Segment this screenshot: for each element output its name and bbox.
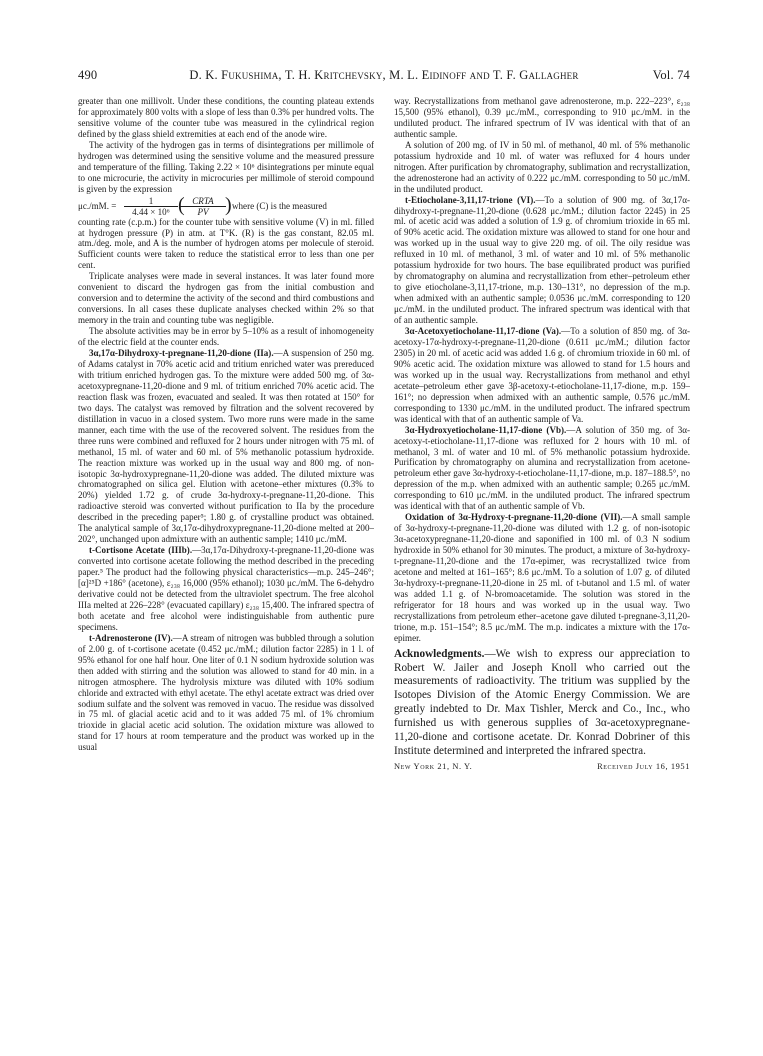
paragraph-body: —A solution of 350 mg. of 3α-acetoxy-t-etiocholane-11,17-dione was refluxed for 2 hours with 10 ml. of methanol, 3 ml. of water and 10 ml. of 5% methanolic potassium hydroxide. Purification by chromatography on alumina and recrystallization from acetone-petroleum ether gave 3α-hydroxy-t-etiocholane-11,17-dione, m.p. 187–188.5°, no depression of the m.p. when admixed with an authentic sample; 0.265 μc./mM. corresponding to 610 μc./mM. in the undiluted product. The infrared spectrum was identical with that of an authentic sample of Vb.	[394, 424, 690, 512]
formula-open-paren: (	[178, 193, 185, 216]
experimental-paragraph	[78, 633, 374, 753]
paragraph-body: —A suspension of 250 mg. of Adams catalyst in 70% acetic acid and tritium enriched water was prereduced with tritium enriched hydrogen gas. To the mixture were added 500 mg. of 3α-acetoxypregnane-11,20-dione and 9 ml. of tritium enriched 70% acetic acid. The reaction flask was frozen, evacuated and sealed. It was then rotated at 150° for two days. The catalyst was removed by filtration and the solvent recovered by distillation in vacuo in a closed system. Two more runs were made in the same manner, each time with the use of the recovered solvent. The residues from the three runs were combined and refluxed for 2 hours under nitrogen with 75 ml. of methanol, 15 ml. of water and 60 ml. of 5% methanolic potassium hydroxide. The reaction mixture was worked up in the usual way and 800 mg. of non-isotopic 3α-hydroxypregnane-11,20-dione was added. The diluted mixture was chromatographed on silica gel. Elution with acetone–ether mixtures (0.3% to 20%) yielded 1.72 g. of crude 3α-hydroxy-t-pregnane-11,20-dione. This radioactive steroid was converted without purification to IIa by the procedure described in the preceding paper⁵; 1.80 g. of crystalline product was obtained. The analytical sample of 3α,17α-dihydroxypregnane-11,20-dione melted at 200–202°, unchanged upon admixture with an authentic sample; 1410 μc./mM.	[78, 348, 374, 545]
footer-line	[394, 761, 690, 772]
paragraph-body: —A small sample of 3α-hydroxy-t-pregnane-11,20-dione was diluted with 1.2 g. of non-isotopic 3α-acetoxypregnane-11,20-dione and saponified in 100 ml. of 0.3 N sodium hydroxide in 50% ethanol for 30 minutes. The product, a mixture of 3α-hydroxy-t-pregnane-11,20-dione and the 17α-epimer, was recrystallized twice from acetone and melted at 161–165°; 8.6 μc./mM. To a solution of 1.07 g. of diluted 3α-hydroxy-t-pregnane-11,20-dione in 25 ml. of t-butanol and 1.5 ml. of water was added 1.1 g. of N-bromoacetamide. The solution was stored in the refrigerator for 18 hours and was worked up in the usual way. Two recrystallizations from petroleum ether–acetone gave diluted t-pregnane-3,11,20-trione, m.p. 151–154°; 8.5 μc./mM. The m.p. indicates a mixture with the 17α-epimer.	[394, 512, 690, 643]
paragraph: Triplicate analyses were made in several instances. It was later found more convenient to discard the hydrogen gas from the initial combustion and conversion and to determine the activity of the second and third combustions and conversions. In all cases these duplicate analyses checked within 2% so that memory in the train and counting tube was negligible.	[78, 271, 374, 326]
section-run-in-heading: 3α-Hydroxyetiocholane-11,17-dione (Vb).	[405, 424, 567, 435]
paragraph: The activity of the hydrogen gas in terms of disintegrations per millimole of hydrogen was determined using the sensitive volume and the measured pressure and temperature of the filling. Taking 2.22 × 10⁶ disintegrations per minute equal to one microcurie, the activity in microcuries per millimole of steroid compound is given by the expression	[78, 139, 374, 194]
activity-formula	[78, 193, 374, 217]
acknowledgments-heading: Acknowledgments.	[394, 647, 485, 660]
running-head	[78, 66, 690, 84]
experimental-paragraph	[78, 348, 374, 545]
paragraph: counting rate (c.p.m.) for the counter tube with sensitive volume (V) in ml. filled at hydrogen pressure (P) in atm. at T°K. (R) is the gas constant, 82.05 ml. atm./deg. mole, and A is the number of hydrogen atoms per molecule of steroid. Sufficient counts were taken to reduce the statistical error to less than one per cent.	[78, 216, 374, 271]
acknowledgments-paragraph	[394, 648, 690, 759]
experimental-paragraph	[394, 425, 690, 513]
paragraph-body: —A stream of nitrogen was bubbled through a solution of 2.00 g. of t-cortisone acetate (0.452 μc./mM.; dilution factor 2285) in 1 l. of 95% ethanol for one half hour. One liter of 0.1 N sodium hydroxide solution was then added with stirring and the solution was allowed to stand for 40 min. in a nitrogen atmosphere. The hydrolysis mixture was diluted with 10% sodium chloride and extracted with ethyl acetate. The ethyl acetate extract was dried over sodium sulfate and the solvent was removed in vacuo. The residue was dissolved in 75 ml. of glacial acetic acid and to it was added 75 ml. of 1% chromium trioxide in glacial acetic acid solution. The oxidation mixture was allowed to stand for 17 hours at room temperature and the product was worked up in the usual	[78, 632, 374, 753]
experimental-paragraph	[394, 195, 690, 326]
section-run-in-heading: 3α,17α-Dihydroxy-t-pregnane-11,20-dione (IIa).	[89, 348, 274, 359]
section-run-in-heading: t-Etiocholane-3,11,17-trione (VI).	[405, 194, 536, 205]
paragraph-body: —3α,17α-Dihydroxy-t-pregnane-11,20-dione was converted into cortisone acetate following the method described in the preceding paper.⁵ The product had the following physical characteristics—m.p. 245–246°; [α]²⁵D +186° (acetone), ε₂₃₈ 16,000 (95% ethanol); 1030 μc./mM. The 6-dehydro derivative could not be detected from the ultraviolet spectrum. The free alcohol IIIa melted at 226–228° (evacuated capillary) ε₂₃₈ 15,400. The infrared spectra of both acetate and free alcohol were indistinguishable from authentic pure specimens.	[78, 545, 374, 632]
formula-paren-fraction	[178, 193, 226, 217]
section-run-in-heading: t-Cortisone Acetate (IIIb).	[89, 545, 193, 556]
paragraph-body: —To a solution of 850 mg. of 3α-acetoxy-17α-hydroxy-t-pregnane-11,20-dione (0.611 μc./mM.; dilution factor 2305) in 20 ml. of acetic acid was added 1.6 g. of chromium trioxide in 60 ml. of 90% acetic acid. The oxidation mixture was allowed to stand for 1.5 hours and was worked up in the usual way. Recrystallizations from methanol and ethyl acetate–petroleum ether gave 3β-acetoxy-t-etiocholane-11,17-dione, m.p. 159–161°; no depression when admixed with an authentic sample, 0.576 μc./mM. corresponding to 1330 μc./mM. in the undiluted product. The infrared spectrum was identical with that of an authentic sample of Va.	[394, 326, 690, 424]
experimental-paragraph	[394, 512, 690, 643]
received-date: Received July 16, 1951	[597, 761, 690, 771]
formula-paren-denominator: PV	[197, 206, 209, 217]
running-head-authors: D. K. Fukushima, T. H. Kritchevsky, M. L. Eidinoff and T. F. Gallagher	[189, 68, 579, 82]
page-number: 490	[78, 68, 98, 82]
section-run-in-heading: 3α-Acetoxyetiocholane-11,17-dione (Va).	[405, 326, 562, 337]
formula-paren-numerator: CRTA	[180, 196, 226, 207]
paragraph-body: —To a solution of 900 mg. of 3α,17α-dihydroxy-t-pregnane-11,20-dione (0.628 μc./mM.; dilution factor 2245) in 25 ml. of acetic acid was added a solution of 1.9 g. of chromium trioxide in 65 ml. of 90% acetic acid. The oxidation mixture was allowed to stand for one hour and was worked up in the usual way to give 220 mg. of oil. The oily residue was refluxed in 10 ml. of methanol, 3 ml. of water and 10 ml. of 5% methanolic potassium hydroxide for two hours. The base equilibrated product was purified by chromatography on alumina and recrystallization from ether–petroleum ether to give etiocholane-3,11,17-trione, m.p. 130–131°, no depression of the m.p. when admixed with an authentic sample; 0.0536 μc./mM. corresponding to 120 μc./mM. in the undiluted product. The infrared spectrum was identical with that of an authentic sample.	[394, 194, 690, 326]
paragraph: way. Recrystallizations from methanol gave adrenosterone, m.p. 222–223°, ε₂₃₈ 15,500 (95% ethanol), 0.39 μc./mM., corresponding to 910 μc./mM. in the undiluted product. The infrared spectrum of IV was identical with that of an authentic sample.	[394, 96, 690, 139]
acknowledgments-body: —We wish to express our appreciation to Robert W. Jailer and Joseph Knoll who carried out the measurements of radioactivity. The tritium was supplied by the Isotopes Division of the Atomic Energy Commission. We are greatly indebted to Dr. Max Tishler, Merck and Co., Inc., who furnished us with generous supplies of 3α-acetoxypregnane-11,20-dione and cortisone acetate. Dr. Konrad Dobriner of this Institute determined and interpreted the infrared spectra.	[394, 647, 690, 757]
experimental-paragraph	[394, 326, 690, 425]
right-column	[394, 96, 690, 1046]
formula-close-paren: )	[225, 193, 232, 216]
paragraph: A solution of 200 mg. of IV in 50 ml. of methanol, 40 ml. of 5% methanolic potassium hydroxide and 10 ml. of water was refluxed for 4 hours under nitrogen. After purification by chromatography, sublimation and recrystallization, the adrenosterone had an activity of 0.222 μc./mM. corresponding to 50 μc./mM. in the undiluted product.	[394, 139, 690, 194]
section-run-in-heading: Oxidation of 3α-Hydroxy-t-pregnane-11,20-dione (VII).	[405, 512, 623, 523]
paragraph: greater than one millivolt. Under these conditions, the counting plateau extends for approximately 800 volts with a slope of less than 0.3% per hundred volts. The sensitive volume of the counter tube was measured in the cylindrical region defined by the glass shield extremities at each end of the anode wire.	[78, 96, 374, 139]
acknowledgments	[394, 648, 690, 759]
formula-trailing-text: where (C) is the measured	[232, 200, 327, 211]
institution-address: New York 21, N. Y.	[394, 761, 473, 771]
volume-label: Vol. 74	[652, 68, 690, 82]
formula-fraction-numerator: 1	[124, 196, 178, 207]
section-run-in-heading: t-Adrenosterone (IV).	[89, 632, 173, 643]
formula-fraction-denominator: 4.44 × 10⁶	[132, 206, 170, 217]
formula-fraction	[124, 196, 178, 217]
paragraph: The absolute activities may be in error by 5–10% as a result of inhomogeneity of the electric field at the counter ends.	[78, 326, 374, 348]
left-column	[78, 96, 374, 1046]
formula-lhs: μc./mM. =	[78, 200, 117, 211]
experimental-paragraph	[78, 545, 374, 633]
